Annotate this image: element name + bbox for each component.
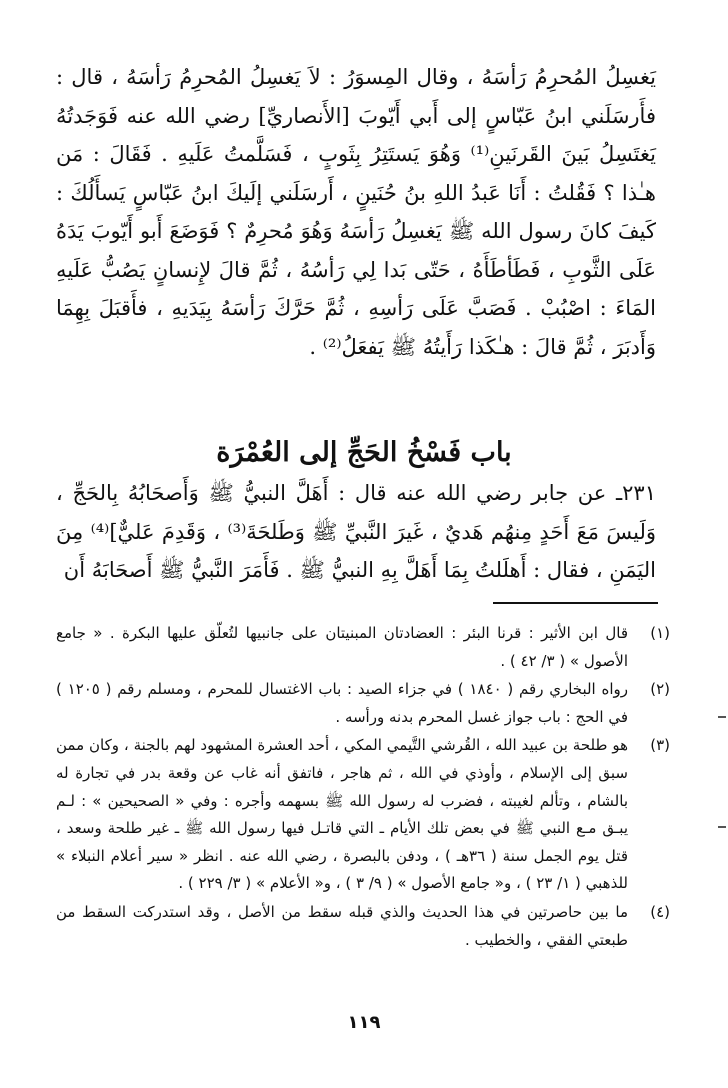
footnote-number: (٢) xyxy=(650,680,670,699)
footnotes-section xyxy=(56,620,670,955)
main-paragraph: يَغسِلُ المُحرِمُ رَأسَهُ ، وقال المِسوَرُ : لاَ يَغسِلُ المُحرِمُ رَأسَهُ ، قال : فأَرسَلَني ابنُ عَبّاسٍ إلى أَبي أَيّوبَ [الأَنصاريِّ] رضي الله عنه فَوَجَدتُهُ يَغتَسِلُ بَينَ القَرنَينِ⁽¹⁾ وَهُوَ يَستَتِرُ بِثَوبٍ ، فَسَلَّمتُ عَلَيهِ . فَقَالَ : مَن هـٰذا ؟ فَقُلتُ : أَنَا عَبدُ اللهِ بنُ حُنَينٍ ، أَرسَلَني إلَيكَ ابنُ عَبّاسٍ يَسأَلُكَ : كَيفَ كانَ رسول الله ﷺ يَغسِلُ رَأسَهُ وَهُوَ مُحرِمٌ ؟ فَوَضَعَ أَبو أَيّوبَ يَدَهُ عَلَى الثَّوبِ ، فَطَأطَأَهُ ، حَتّى بَدا لِي رَأسُهُ ، ثُمَّ قالَ لإِنسانٍ يَصُبُّ عَلَيهِ المَاءَ : اصْبُبْ . فَصَبَّ عَلَى رَأسِهِ ، ثُمَّ حَرَّكَ رَأسَهُ بِيَدَيهِ ، فأَقبَلَ بِهِمَا وَأَدبَرَ ، ثُمَّ قالَ : هـٰكَذا رَأَيتُهُ ﷺ يَفعَلُ⁽²⁾ . xyxy=(56,65,656,359)
hadith-text-block xyxy=(56,474,656,590)
scan-edge-mark xyxy=(718,716,726,718)
main-text-block xyxy=(56,58,656,366)
footnote-number: (١) xyxy=(650,624,670,642)
footnote-number: (٣) xyxy=(650,736,670,755)
footnote-text: ما بين حاصرتين في هذا الحديث والذي قبله سقط من الأصل ، وقد استدركت السقط من طبعتي الفقي ، والخطيب . xyxy=(56,902,628,949)
hadith-paragraph: ٢٣١ـ عن جابر رضي الله عنه قال : أَهَلَّ النبيُّ ﷺ وَأَصحَابُهُ بِالحَجِّ ، وَلَيسَ مَعَ أَحَدٍ مِنهُم هَديٌ ، غَيرَ النَّبيِّ ﷺ وَطَلحَةَ⁽³⁾ ، وَقَدِمَ عَليٌّ]⁽⁴⁾ مِنَ اليَمَنِ ، فقال : أَهلَلتُ بِمَا أَهَلَّ بِهِ النبيُّ ﷺ . فَأَمَرَ النَّبيُّ ﷺ أَصحَابَهُ أَن xyxy=(56,481,656,582)
page-number: ١١٩ xyxy=(347,1012,381,1033)
footnote-text: قال ابن الأثير : قرنا البئر : العضادتان المبنيتان على جانبيها لتُعلّق عليها البكرة . « جامع الأصول » ( ٣/ ٤٢ ) . xyxy=(56,624,628,670)
footnote-divider xyxy=(493,602,658,604)
scan-edge-mark xyxy=(718,826,726,828)
footnote-number: (٤) xyxy=(650,902,670,921)
chapter-title: باب فَسْخُ الحَجِّ إلى العُمْرَة xyxy=(216,437,512,468)
footnote-item xyxy=(56,899,670,954)
footnote-item xyxy=(56,676,670,731)
footnote-item xyxy=(56,732,670,898)
footnote-text: رواه البخاري رقم ( ١٨٤٠ ) في جزاء الصيد : باب الاغتسال للمحرم ، ومسلم رقم ( ١٢٠٥ ) في الحج : باب جواز غسل المحرم بدنه ورأسه . xyxy=(56,680,629,726)
footnote-item xyxy=(56,620,670,675)
footnote-text: هو طلحة بن عبيد الله ، القُرشي التَّيمي المكي ، أحد العشرة المشهود لهم بالجنة ، وكان ممن سبق إلى الإسلام ، وأوذي في الله ، ثم هاجر ، فاتفق أنه غاب عن وقعة بدر في تجارة له بالشام ، وتألم لغيبته ، فضرب له رسول الله ﷺ بسهمه وأجره : وفي « الصحيحين » : لـم يبـق مـع النبي ﷺ في بعض تلك الأيام ـ التي قاتـل فيها رسول الله ﷺ ـ غير طلحة وسعد ، قتل يوم الجمل سنة ( ٣٦هـ ) ، ودفن بالبصرة ، رضي الله عنه . انظر « سير أعلام النبلاء » للذهبي ( ١/ ٢٣ ) ، و« جامع الأصول » ( ٩/ ٣ ) ، و« الأعلام » ( ٣/ ٢٢٩ ) . xyxy=(56,736,628,893)
